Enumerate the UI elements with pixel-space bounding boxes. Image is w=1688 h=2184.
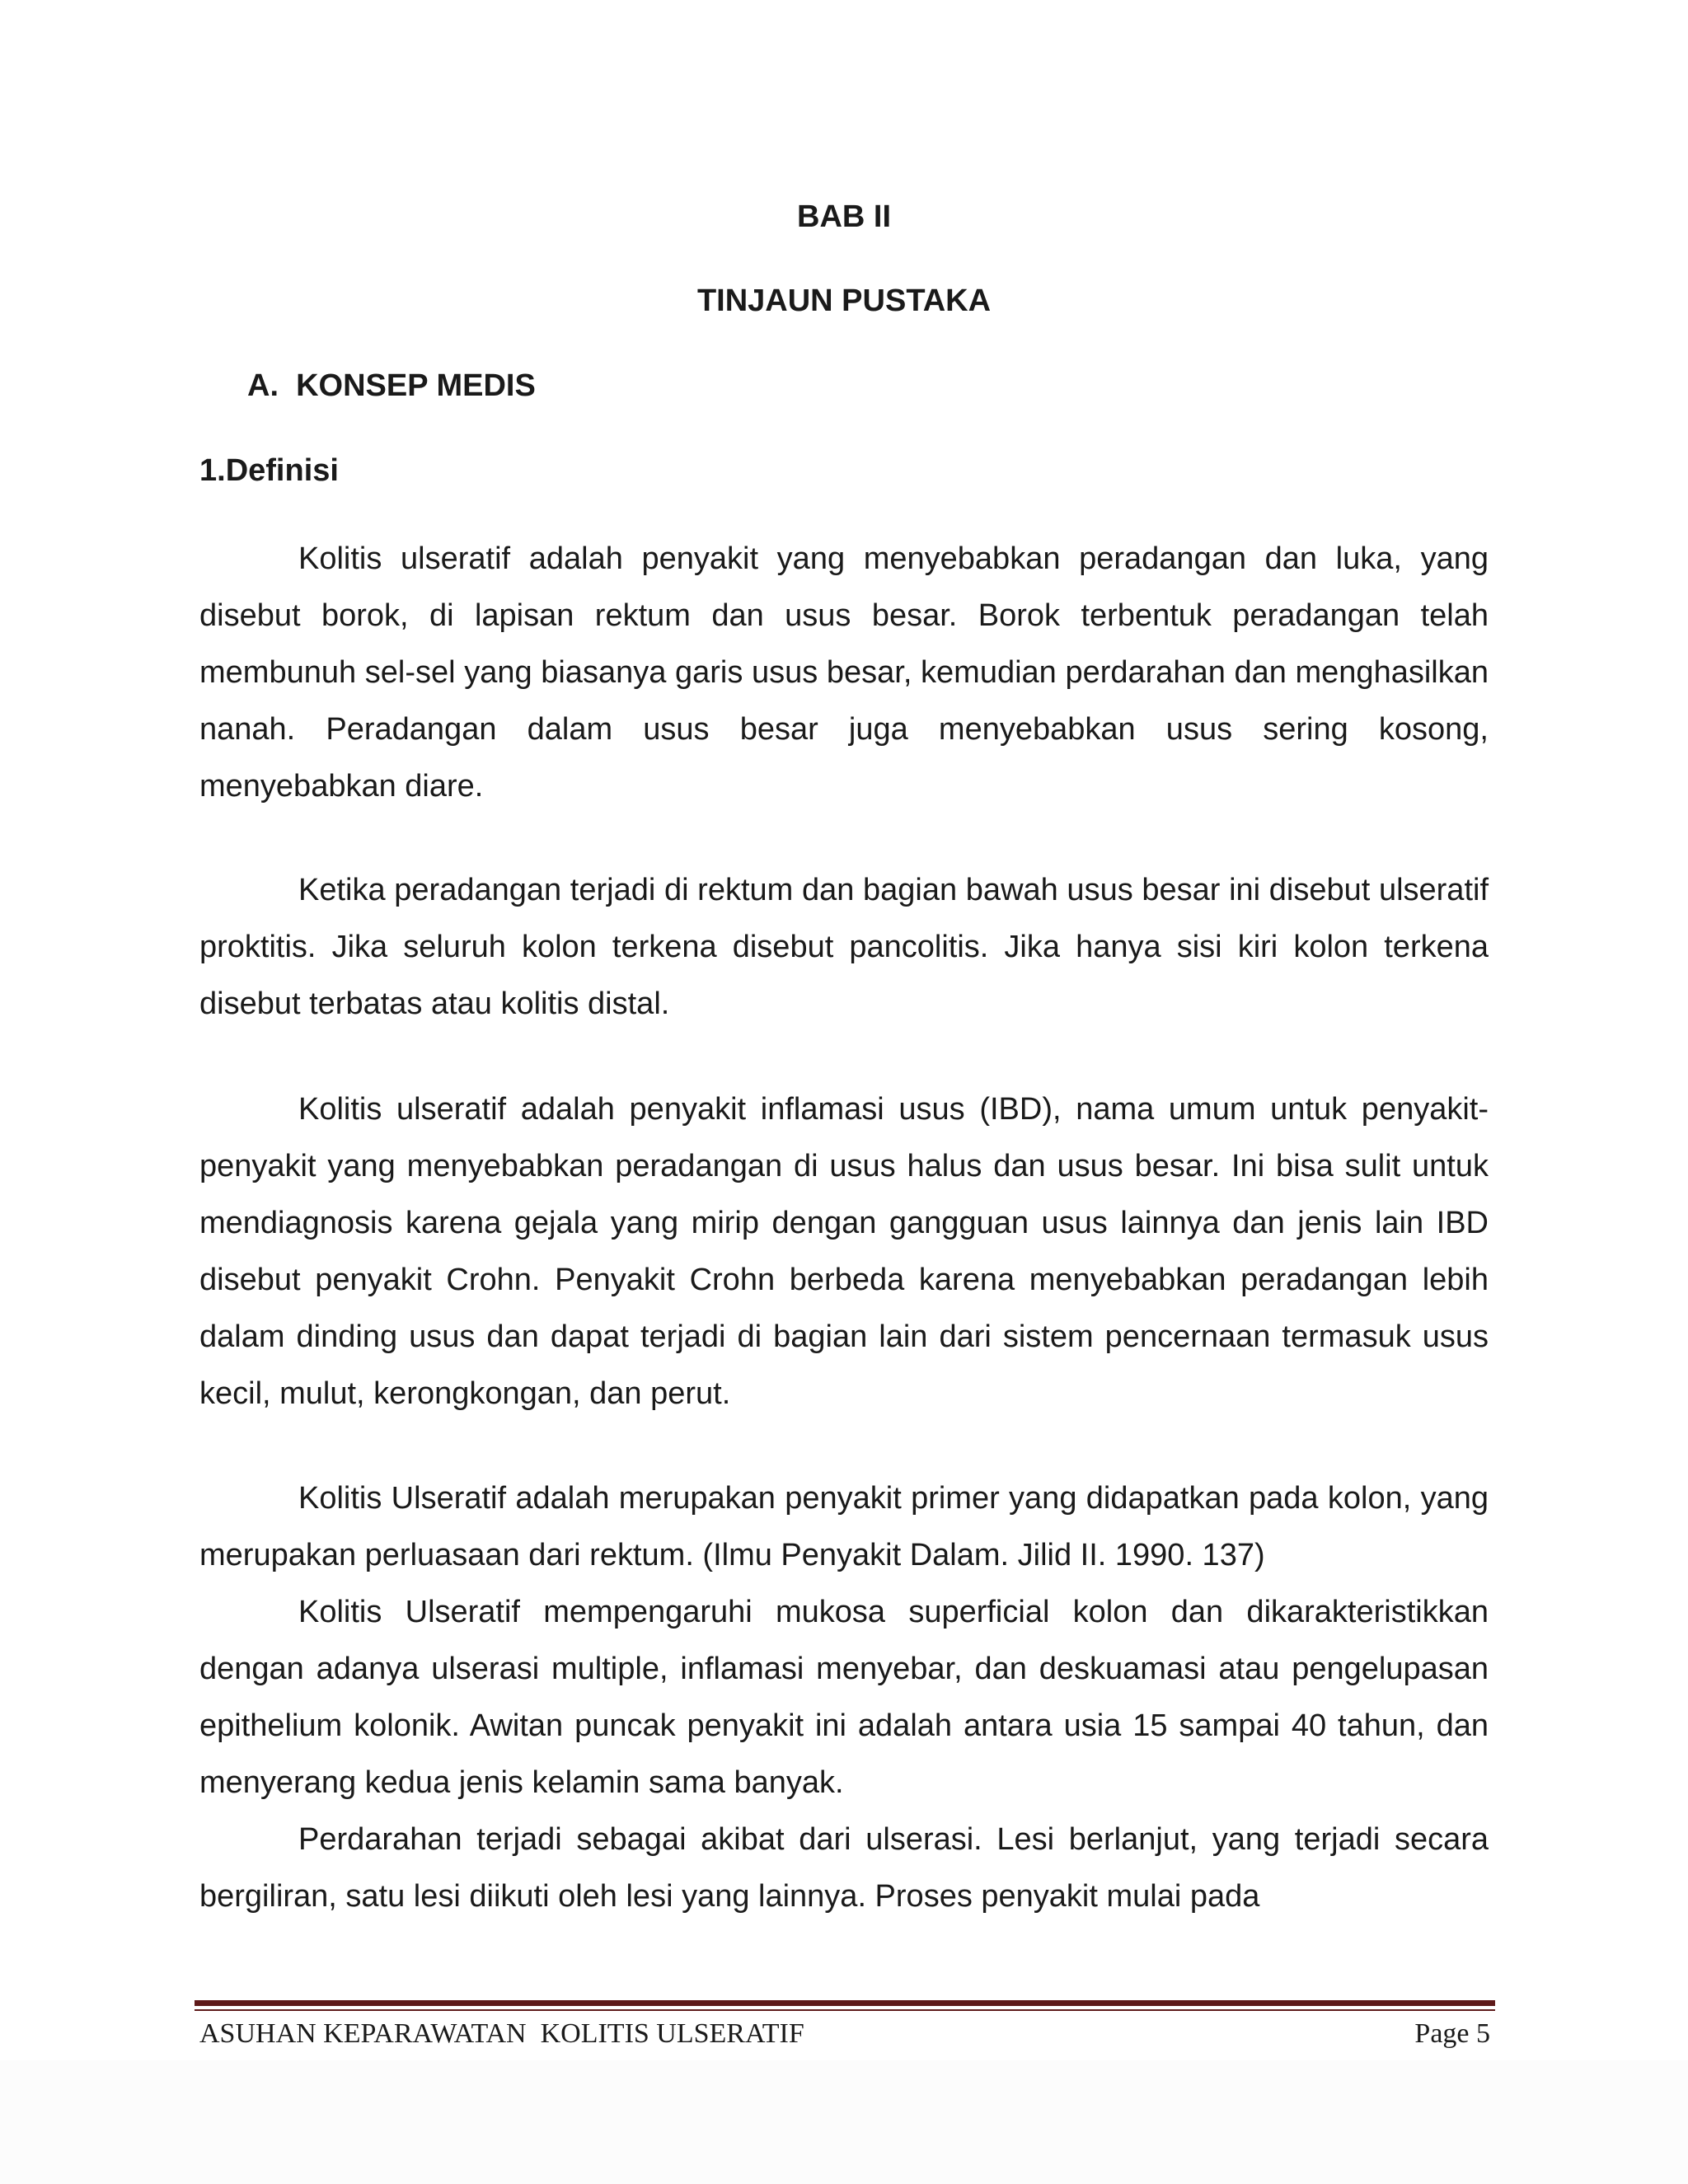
footer-rule-thin [195,2009,1495,2011]
paragraph-4: Kolitis Ulseratif adalah merupakan penyakit primer yang didapatkan pada kolon, yang merupakan perluasaan dari rektum. (Ilmu Penyakit Dalam. Jilid II. 1990. 137) [199,1481,1489,1572]
chapter-heading: BAB II [797,199,891,234]
paragraph-1: Kolitis ulseratif adalah penyakit yang menyebabkan peradangan dan luka, yang disebut borok, di lapisan rektum dan usus besar. Borok terbentuk peradangan telah membunuh sel-sel yang biasanya garis usus besar, kemudian perdarahan dan menghasilkan nanah. Peradangan dalam usus besar juga menyebabkan usus sering kosong, menyebabkan diare. [199,541,1489,804]
page-number: Page 5 [1414,2018,1490,2049]
paragraph-2: Ketika peradangan terjadi di rektum dan bagian bawah usus besar ini disebut ulseratif proktitis. Jika seluruh kolon terkena disebut pancolitis. Jika hanya sisi kiri kolon terkena disebut terbatas atau kolitis distal. [199,873,1489,1021]
paragraph-2-block [199,862,1489,1033]
footer-shade [0,2060,1688,2184]
section-heading: A. KONSEP MEDIS [247,368,536,403]
footer-title: ASUHAN KEPARAWATAN KOLITIS ULSERATIF [199,2018,804,2049]
page-footer [199,2018,1490,2050]
paragraph-5: Kolitis Ulseratif mempengaruhi mukosa superficial kolon dan dikarakteristikkan dengan adanya ulserasi multiple, inflamasi menyebar, dan deskuamasi atau pengelupasan epithelium kolonik. Awitan puncak penyakit ini adalah antara usia 15 sampai 40 tahun, dan menyerang kedua jenis kelamin sama banyak. [199,1595,1489,1800]
paragraph-3: Kolitis ulseratif adalah penyakit inflamasi usus (IBD), nama umum untuk penyakit-penyakit yang menyebabkan peradangan di usus halus dan usus besar. Ini bisa sulit untuk mendiagnosis karena gejala yang mirip dengan gangguan usus lainnya dan jenis lain IBD disebut penyakit Crohn. Penyakit Crohn berbeda karena menyebabkan peradangan lebih dalam dinding usus dan dapat terjadi di bagian lain dari sistem pencernaan termasuk usus kecil, mulut, kerongkongan, dan perut. [199,1092,1489,1411]
subsection-heading: 1.Definisi [199,453,339,488]
paragraph-6: Perdarahan terjadi sebagai akibat dari ulserasi. Lesi berlanjut, yang terjadi secara bergiliran, satu lesi diikuti oleh lesi yang lainnya. Proses penyakit mulai pada [199,1822,1489,1914]
footer-rule [195,2000,1495,2006]
chapter-title: TINJAUN PUSTAKA [696,284,992,318]
paragraph-3-block [199,1081,1489,1422]
paragraph-1-block [199,531,1489,815]
paragraph-4-7-block [199,1470,1489,1925]
